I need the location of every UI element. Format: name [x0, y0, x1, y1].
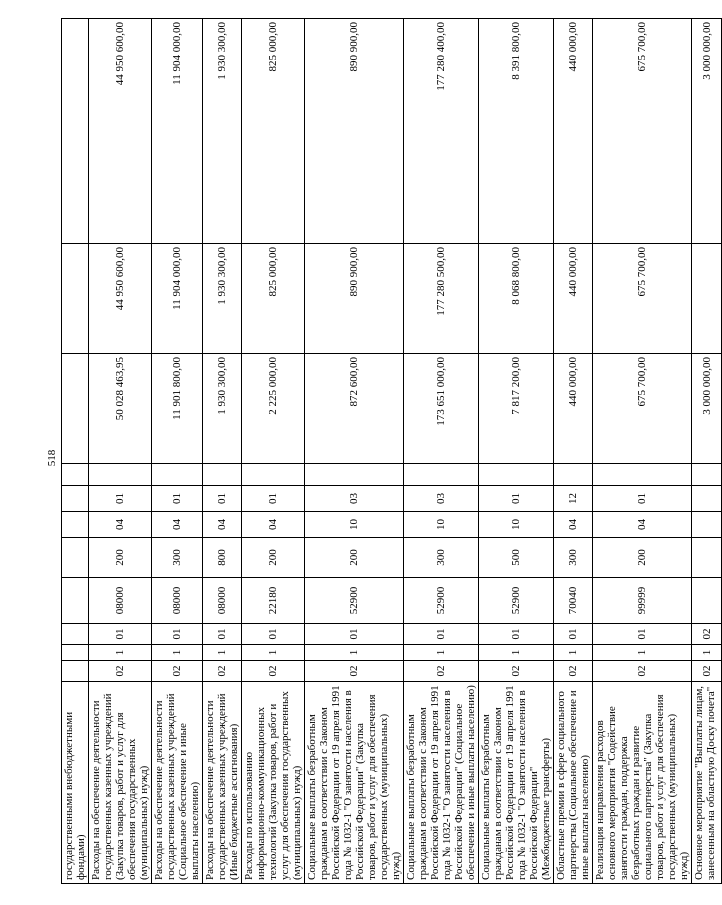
amount-year-3: 11 904 000,00 [152, 19, 203, 244]
extra-code [62, 464, 89, 486]
subprogram-code: 1 [593, 645, 692, 661]
subprogram-code: 1 [242, 645, 305, 661]
event-code: 01 [203, 624, 242, 645]
subprogram-code: 1 [89, 645, 152, 661]
direction-code: 08000 [203, 578, 242, 624]
event-code [62, 624, 89, 645]
subsection-code: 12 [554, 486, 593, 512]
expense-type-code: 300 [152, 538, 203, 578]
amount-year-3 [62, 19, 89, 244]
program-code [62, 661, 89, 682]
event-code: 02 [692, 624, 722, 645]
event-code: 01 [479, 624, 554, 645]
amount-year-2 [62, 244, 89, 354]
subsection-code [692, 486, 722, 512]
table-row [203, 19, 242, 884]
amount-year-2: 890 900,00 [305, 244, 404, 354]
direction-code: 52900 [479, 578, 554, 624]
amount-year-2: 177 280 500,00 [404, 244, 479, 354]
direction-code: 08000 [89, 578, 152, 624]
subprogram-code [62, 645, 89, 661]
amount-year-3: 177 280 400,00 [404, 19, 479, 244]
expense-type-code: 200 [89, 538, 152, 578]
amount-year-3: 1 930 300,00 [203, 19, 242, 244]
table-row [62, 19, 89, 884]
amount-year-1: 675 700,00 [593, 354, 692, 464]
row-name: Расходы на обеспечение деятельности государственных казенных учреждений (Закупка товаров, работ и услуг для обеспечения государственных (муниципальных) нужд) [89, 682, 152, 884]
row-name: Социальные выплаты безработным гражданам в соответствии с Законом Российской Федерации от 19 апреля 1991 года № 1032-1 "О занятости населения в Российской Федерации" (Межбюджетные трансферты) [479, 682, 554, 884]
direction-code [62, 578, 89, 624]
amount-year-1: 2 225 000,00 [242, 354, 305, 464]
event-code: 01 [404, 624, 479, 645]
amount-year-2: 825 000,00 [242, 244, 305, 354]
table-row [404, 19, 479, 884]
extra-code [152, 464, 203, 486]
program-code: 02 [692, 661, 722, 682]
event-code: 01 [242, 624, 305, 645]
amount-year-1: 872 600,00 [305, 354, 404, 464]
table-row [554, 19, 593, 884]
expense-type-code: 200 [242, 538, 305, 578]
event-code: 01 [89, 624, 152, 645]
subprogram-code: 1 [203, 645, 242, 661]
amount-year-1 [62, 354, 89, 464]
section-code: 04 [242, 512, 305, 538]
subprogram-code: 1 [479, 645, 554, 661]
expense-type-code [692, 538, 722, 578]
amount-year-1: 50 028 463,95 [89, 354, 152, 464]
amount-year-2: 440 000,00 [554, 244, 593, 354]
subprogram-code: 1 [152, 645, 203, 661]
section-code: 04 [152, 512, 203, 538]
program-code: 02 [593, 661, 692, 682]
subsection-code: 01 [479, 486, 554, 512]
amount-year-2: 44 950 600,00 [89, 244, 152, 354]
program-code: 02 [554, 661, 593, 682]
budget-table-container [61, 19, 717, 884]
program-code: 02 [479, 661, 554, 682]
event-code: 01 [305, 624, 404, 645]
amount-year-3: 675 700,00 [593, 19, 692, 244]
subprogram-code: 1 [692, 645, 722, 661]
direction-code: 52900 [404, 578, 479, 624]
amount-year-2: 8 068 800,00 [479, 244, 554, 354]
extra-code [203, 464, 242, 486]
amount-year-3: 825 000,00 [242, 19, 305, 244]
row-name: Расходы на обеспечение деятельности государственных казенных учреждений (Иные бюджетные ассигнования) [203, 682, 242, 884]
expense-type-code: 200 [305, 538, 404, 578]
amount-year-1: 173 651 000,00 [404, 354, 479, 464]
table-row [152, 19, 203, 884]
amount-year-3: 3 000 000,00 [692, 19, 722, 244]
budget-table [61, 18, 722, 884]
event-code: 01 [152, 624, 203, 645]
extra-code [479, 464, 554, 486]
row-name: Социальные выплаты безработным гражданам в соответствии с Законом Российской Федерации от 19 апреля 1991 года № 1032-1 "О занятости населения в Российской Федерации" (Закупка товаров, работ и услуг для обеспечения государственных (муниципальных) нужд) [305, 682, 404, 884]
expense-type-code: 800 [203, 538, 242, 578]
table-row [692, 19, 722, 884]
subprogram-code: 1 [554, 645, 593, 661]
program-code: 02 [404, 661, 479, 682]
program-code: 02 [89, 661, 152, 682]
expense-type-code: 500 [479, 538, 554, 578]
amount-year-3: 440 000,00 [554, 19, 593, 244]
extra-code [404, 464, 479, 486]
extra-code [305, 464, 404, 486]
direction-code: 52900 [305, 578, 404, 624]
section-code: 04 [89, 512, 152, 538]
subsection-code: 03 [404, 486, 479, 512]
subsection-code: 01 [152, 486, 203, 512]
row-name: Расходы по использованию информационно-коммуникационных технологий (Закупка товаров, работ и услуг для обеспечения государственных (муниципальных) нужд) [242, 682, 305, 884]
subsection-code: 01 [242, 486, 305, 512]
program-code: 02 [152, 661, 203, 682]
section-code: 10 [305, 512, 404, 538]
subprogram-code: 1 [404, 645, 479, 661]
subsection-code: 01 [593, 486, 692, 512]
direction-code: 22180 [242, 578, 305, 624]
row-name: Реализация направления расходов основного мероприятия "Содействие занятости граждан, поддержка безработных граждан и развитие социального партнерства" (Закупка товаров, работ и услуг для обеспечения государственных (муниципальных) нужд) [593, 682, 692, 884]
amount-year-1: 7 817 200,00 [479, 354, 554, 464]
row-name: Основное мероприятие "Выплаты лицам, занесенным на областную Доску почета" [692, 682, 722, 884]
subsection-code [62, 486, 89, 512]
amount-year-1: 440 000,00 [554, 354, 593, 464]
row-name: Областные премии в сфере социального партнерства (Социальное обеспечение и иные выплаты населению) [554, 682, 593, 884]
amount-year-2: 1 930 300,00 [203, 244, 242, 354]
table-row [242, 19, 305, 884]
section-code: 04 [203, 512, 242, 538]
event-code: 01 [593, 624, 692, 645]
amount-year-3: 890 900,00 [305, 19, 404, 244]
section-code [62, 512, 89, 538]
section-code: 04 [593, 512, 692, 538]
amount-year-2 [692, 244, 722, 354]
table-row [479, 19, 554, 884]
subsection-code: 01 [89, 486, 152, 512]
subsection-code: 01 [203, 486, 242, 512]
section-code: 10 [479, 512, 554, 538]
subsection-code: 03 [305, 486, 404, 512]
section-code: 10 [404, 512, 479, 538]
amount-year-2: 11 904 000,00 [152, 244, 203, 354]
extra-code [593, 464, 692, 486]
expense-type-code: 300 [554, 538, 593, 578]
program-code: 02 [305, 661, 404, 682]
direction-code: 99999 [593, 578, 692, 624]
table-row [89, 19, 152, 884]
extra-code [692, 464, 722, 486]
amount-year-1: 11 901 800,00 [152, 354, 203, 464]
direction-code: 70040 [554, 578, 593, 624]
row-name: Социальные выплаты безработным гражданам в соответствии с Законом Российской Федерации от 19 апреля 1991 года № 1032-1 "О занятости населения в Российской Федерации" (Социальное обеспечение и иные выплаты населению) [404, 682, 479, 884]
program-code: 02 [242, 661, 305, 682]
amount-year-3: 8 391 800,00 [479, 19, 554, 244]
table-body [62, 19, 722, 884]
expense-type-code: 200 [593, 538, 692, 578]
amount-year-1: 3 000 000,00 [692, 354, 722, 464]
direction-code: 08000 [152, 578, 203, 624]
subprogram-code: 1 [305, 645, 404, 661]
program-code: 02 [203, 661, 242, 682]
section-code: 04 [554, 512, 593, 538]
expense-type-code [62, 538, 89, 578]
event-code: 01 [554, 624, 593, 645]
table-row [593, 19, 692, 884]
extra-code [554, 464, 593, 486]
expense-type-code: 300 [404, 538, 479, 578]
row-name: государственными внебюджетными фондами) [62, 682, 89, 884]
amount-year-1: 1 930 300,00 [203, 354, 242, 464]
section-code [692, 512, 722, 538]
amount-year-3: 44 950 600,00 [89, 19, 152, 244]
extra-code [89, 464, 152, 486]
row-name: Расходы на обеспечение деятельности государственных казенных учреждений (Социальное обеспечение и иные выплаты населению) [152, 682, 203, 884]
page-number: 518 [46, 449, 58, 467]
table-row [305, 19, 404, 884]
direction-code [692, 578, 722, 624]
amount-year-2: 675 700,00 [593, 244, 692, 354]
extra-code [242, 464, 305, 486]
